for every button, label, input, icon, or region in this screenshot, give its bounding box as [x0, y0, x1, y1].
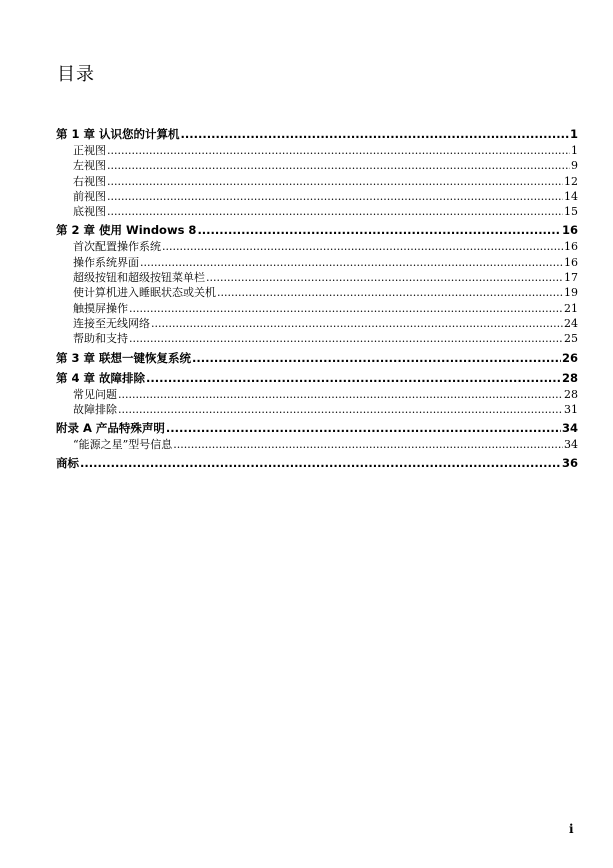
- toc-chapter-1[interactable]: [56, 125, 578, 143]
- toc-entry-title: 首次配置操作系统: [73, 240, 161, 254]
- toc-page-number: 25: [564, 332, 578, 346]
- toc-entry-title: 故障排除: [73, 402, 117, 416]
- toc-page-number: 28: [561, 370, 578, 385]
- dot-leader: [206, 270, 563, 285]
- toc-section-bottom-view[interactable]: [56, 204, 578, 219]
- dot-leader: [118, 402, 563, 417]
- toc-page-number: 24: [564, 316, 578, 330]
- toc-page-number: 28: [564, 387, 578, 401]
- toc-page-number: 12: [564, 174, 578, 188]
- dot-leader: [192, 349, 561, 367]
- dot-leader: [162, 239, 563, 254]
- toc-section-charms[interactable]: [56, 270, 578, 285]
- toc-section-sleep-shutdown[interactable]: [56, 285, 578, 300]
- dot-leader: [107, 189, 563, 204]
- toc-page-number: 16: [564, 255, 578, 269]
- toc-entry-title: 第 3 章 联想一键恢复系统: [56, 350, 192, 365]
- dot-leader: [107, 174, 563, 189]
- toc-section-troubleshooting[interactable]: [56, 402, 578, 417]
- toc-entry-title: 左视图: [73, 159, 106, 173]
- toc-section-help-support[interactable]: [56, 331, 578, 346]
- toc-page-number: 15: [564, 205, 578, 219]
- toc-page-number: 31: [564, 402, 578, 416]
- toc-appendix-a[interactable]: [56, 419, 578, 437]
- toc-entry-title: 帮助和支持: [73, 332, 128, 346]
- page-title: 目录: [57, 64, 95, 85]
- toc-page-number: 14: [564, 189, 578, 203]
- toc-page-number: 1: [569, 127, 578, 141]
- toc-section-faq[interactable]: [56, 387, 578, 402]
- toc-entry-title: 超级按钮和超级按钮菜单栏: [73, 271, 205, 285]
- dot-leader: [217, 285, 563, 300]
- toc-page-number: 16: [561, 223, 578, 238]
- toc-entry-title: “能源之星”型号信息: [73, 438, 173, 452]
- toc-entry-title: 前视图: [73, 189, 106, 203]
- dot-leader: [107, 158, 570, 173]
- toc-entry-title: 操作系统界面: [73, 255, 139, 269]
- toc-section-first-setup[interactable]: [56, 239, 578, 254]
- toc-chapter-2[interactable]: [56, 221, 578, 239]
- toc-entry-title: 触摸屏操作: [73, 301, 128, 315]
- dot-leader: [140, 255, 563, 270]
- toc-page-number: 26: [561, 350, 578, 365]
- toc-page-number: 17: [564, 271, 578, 285]
- dot-leader: [80, 454, 561, 472]
- toc-page-number: 19: [564, 286, 578, 300]
- toc-page-number: 16: [564, 240, 578, 254]
- toc-entry-title: 附录 A 产品特殊声明: [56, 421, 165, 436]
- toc-page-number: 36: [561, 456, 578, 471]
- dot-leader: [129, 301, 563, 316]
- toc-entry-title: 使计算机进入睡眠状态或关机: [73, 286, 216, 300]
- toc-page-number: 9: [571, 159, 578, 173]
- toc-section-touchscreen[interactable]: [56, 301, 578, 316]
- toc-entry-title: 连接至无线网络: [73, 316, 150, 330]
- dot-leader: [107, 143, 570, 158]
- toc-section-energy-star[interactable]: [56, 437, 578, 452]
- table-of-contents: [56, 125, 578, 472]
- toc-entry-title: 常见问题: [73, 387, 117, 401]
- toc-page-number: 34: [561, 421, 578, 436]
- toc-section-os-interface[interactable]: [56, 255, 578, 270]
- dot-leader: [146, 369, 561, 387]
- toc-page-number: 21: [564, 301, 578, 315]
- dot-leader: [197, 221, 561, 239]
- toc-chapter-4[interactable]: [56, 369, 578, 387]
- toc-section-right-view[interactable]: [56, 174, 578, 189]
- dot-leader: [151, 316, 563, 331]
- toc-entry-title: 右视图: [73, 174, 106, 188]
- dot-leader: [173, 437, 563, 452]
- toc-page-number: 34: [564, 438, 578, 452]
- dot-leader: [181, 125, 569, 143]
- toc-entry-title: 商标: [56, 456, 79, 471]
- toc-section-left-view[interactable]: [56, 158, 578, 173]
- toc-chapter-3[interactable]: [56, 349, 578, 367]
- page-folio: i: [569, 822, 574, 836]
- toc-entry-title: 第 4 章 故障排除: [56, 370, 146, 385]
- toc-section-wireless[interactable]: [56, 316, 578, 331]
- toc-entry-title: 第 1 章 认识您的计算机: [56, 127, 180, 141]
- toc-trademarks[interactable]: [56, 454, 578, 472]
- dot-leader: [118, 387, 563, 402]
- dot-leader: [166, 419, 561, 437]
- dot-leader: [107, 204, 563, 219]
- toc-entry-title: 正视图: [73, 144, 106, 157]
- toc-entry-title: 底视图: [73, 205, 106, 219]
- toc-section-front-view[interactable]: [56, 143, 578, 158]
- toc-section-front-edge-view[interactable]: [56, 189, 578, 204]
- toc-entry-title: 第 2 章 使用 Windows 8: [56, 223, 197, 238]
- dot-leader: [129, 331, 563, 346]
- toc-page-number: 1: [571, 144, 578, 157]
